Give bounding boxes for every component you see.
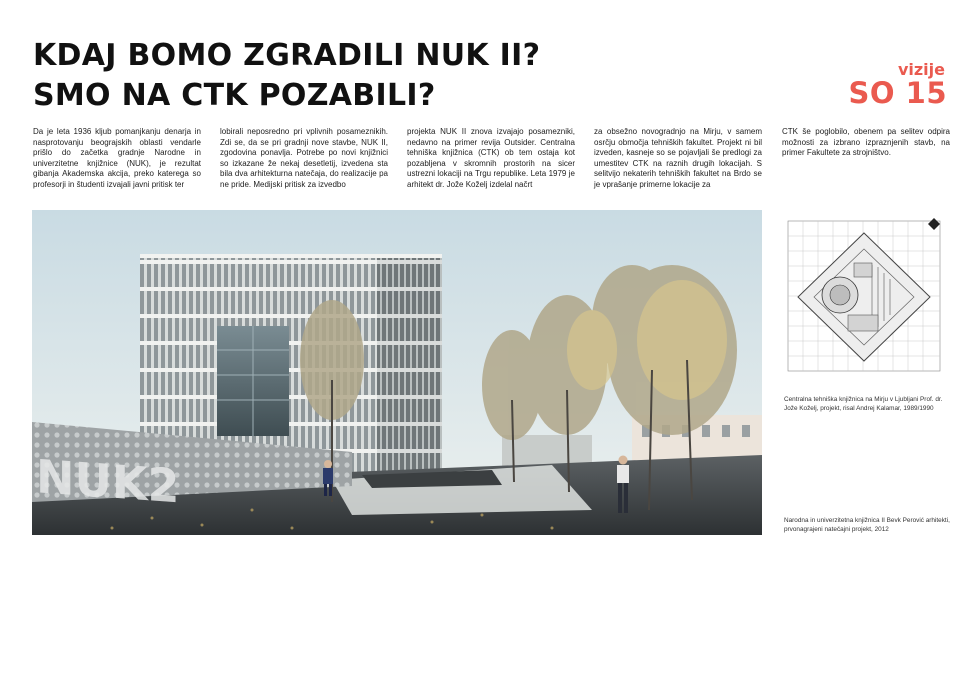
- headline-line-1: KDAJ BOMO ZGRADILI NUK II?: [33, 38, 541, 73]
- body-text: [33, 127, 949, 197]
- wall-lettering: NUK2: [36, 449, 180, 514]
- text-column-4: za obsežno novogradnjo na Mirju, v samem osrčju območja tehniških fakultet. Projekt ni bil izveden, kasneje so se pojavljali še predlogi za umestitev CTK na raznih drugih lokacijah. S selitvijo nekaterih tehniških fakultet na Brdo se je vprašanje primerne lokacije za: [594, 127, 762, 189]
- text-column-5: CTK še poglobilo, obenem pa selitev odpira možnosti za izbrano izpraznjenih stavb, na primer Fakultete za strojništvo.: [782, 127, 950, 158]
- text-column-1: Da je leta 1936 kljub pomanjkanju denarja in nasprotovanju beograjskih oblasti vendarle prišlo do začetka gradnje Narodne in univerzitetne knjižnice (NUK), je rezultat gibanja Akademska akcija, preko katerega so profesorji in študenti izvajali javni pritisk ter: [33, 127, 201, 189]
- brand-small: vizije: [897, 60, 945, 79]
- nuk2-rendering: [32, 210, 762, 535]
- series-brand: [849, 62, 948, 108]
- plan-caption: Centralna tehniška knjižnica na Mirju v Ljubljani Prof. dr. Jože Koželj, projekt, risal Andrej Kalamar, 1989/1990: [784, 396, 943, 412]
- headline: [33, 36, 540, 116]
- text-column-2: lobirali neposredno pri vplivnih posameznikih. Zdi se, da se pri gradnji nove stavbe, NUK II, zgodovina ponavlja. Potrebe po novi knjižnici so izkazane že nekaj desetletij, izvedena sta bila dva arhitekturna natečaja, do realizacije pa ne pride. Medijski pritisk za izvedbo: [220, 127, 388, 189]
- headline-line-2: SMO NA CTK POZABILI?: [33, 78, 436, 113]
- ctk-site-plan: [784, 215, 944, 380]
- text-column-3: projekta NUK II znova izvajajo posamezniki, nedavno na primer revija Outsider. Centralna tehniška knjižnica (CTK) ob tem ostaja kot pozabljena v skromnih prostorih na sicer ustrezni lokaciji na Trgu republike. Leta 1979 je arhitekt dr. Jože Koželj izdelal načrt: [407, 127, 575, 189]
- photo-caption: Narodna in univerzitetna knjižnica II Bevk Perović arhitekti, prvonagrajeni natečajni projekt, 2012: [784, 517, 950, 533]
- brand-number: SO 15: [848, 76, 947, 110]
